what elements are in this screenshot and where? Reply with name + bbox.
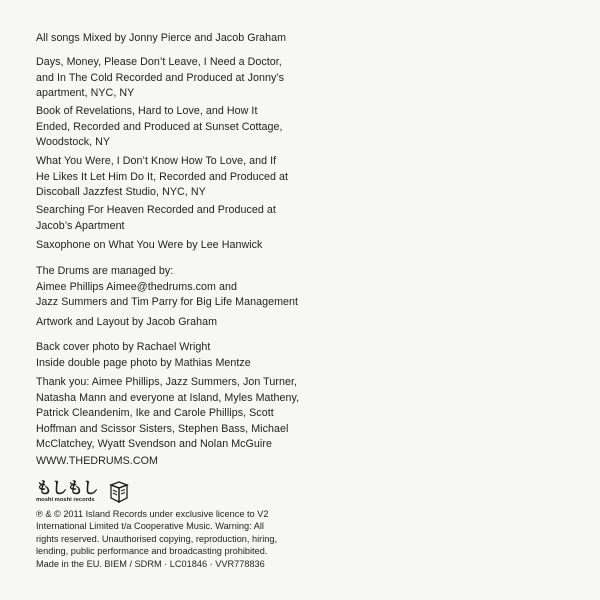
credit-line: Discoball Jazzfest Studio, NYC, NY <box>36 186 206 199</box>
legal-line: rights reserved. Unauthorised copying, reproduction, hiring, <box>36 533 278 544</box>
credit-line: Days, Money, Please Don’t Leave, I Need a Doctor, <box>36 56 282 68</box>
artwork-credit <box>36 315 336 331</box>
legal-line: lending, public performance and broadcasting prohibited. <box>36 546 268 557</box>
credit-line: He Likes It Let Him Do It, Recorded and Produced at <box>36 170 289 183</box>
moshi-moshi-box-icon <box>107 481 129 503</box>
logo-japanese-text: もしもし <box>36 478 99 497</box>
credit-line: Jazz Summers and Tim Parry for Big Life Management <box>36 296 299 309</box>
credit-line: Inside double page photo by Mathias Mentze <box>36 356 251 369</box>
credit-line: What You Were, I Don’t Know How To Love, and If <box>36 155 277 167</box>
thank-you-credits <box>36 375 336 453</box>
credit-line: Hoffman and Scissor Sisters, Stephen Bass, Michael <box>36 422 289 435</box>
management-credit <box>36 264 336 311</box>
credit-line: Ended, Recorded and Produced at Sunset Cottage, <box>36 120 283 133</box>
credit-line: Saxophone on What You Were by Lee Hanwick <box>36 239 263 251</box>
credit-line: Artwork and Layout by Jacob Graham <box>36 316 218 328</box>
logo-english-text: moshi moshi records <box>36 497 95 503</box>
jonny-apartment-credit <box>36 55 336 102</box>
credit-line: Aimee Phillips Aimee@thedrums.com and <box>36 280 238 293</box>
moshi-moshi-logo <box>36 480 131 506</box>
credit-line: All songs Mixed by Jonny Pierce and Jacob Graham <box>36 32 287 44</box>
legal-notice <box>36 508 276 570</box>
jacobs-apartment-credit <box>36 203 336 234</box>
website-url <box>36 454 336 470</box>
credit-line: Back cover photo by Rachael Wright <box>36 341 211 353</box>
credit-line: Natasha Mann and everyone at Island, Myles Matheny, <box>36 391 300 404</box>
credit-line: McClatchey, Wyatt Svendson and Nolan McGuire <box>36 438 272 451</box>
mix-credit <box>36 31 336 47</box>
credit-line: Book of Revelations, Hard to Love, and How It <box>36 105 258 117</box>
photo-credits <box>36 340 336 371</box>
website-text: WWW.THEDRUMS.COM <box>36 455 158 467</box>
credit-line: Thank you: Aimee Phillips, Jazz Summers, Jon Turner, <box>36 376 297 388</box>
discoball-credit <box>36 154 336 201</box>
legal-line: International Limited t/a Cooperative Music. Warning: All <box>36 521 264 532</box>
credit-line: The Drums are managed by: <box>36 265 174 277</box>
credit-line: and In The Cold Recorded and Produced at Jonny’s <box>36 71 284 84</box>
credit-line: apartment, NYC, NY <box>36 87 135 100</box>
credit-line: Woodstock, NY <box>36 136 111 149</box>
credit-line: Jacob’s Apartment <box>36 219 125 232</box>
legal-line: ℗ & © 2011 Island Records under exclusive licence to V2 <box>36 509 269 519</box>
saxophone-credit <box>36 238 336 254</box>
sunset-cottage-credit <box>36 104 336 151</box>
credit-line: Patrick Cleandenim, Ike and Carole Phillips, Scott <box>36 407 274 420</box>
legal-line: Made in the EU. BIEM / SDRM · LC01846 · VVR778836 <box>36 558 265 569</box>
credit-line: Searching For Heaven Recorded and Produced at <box>36 204 276 216</box>
